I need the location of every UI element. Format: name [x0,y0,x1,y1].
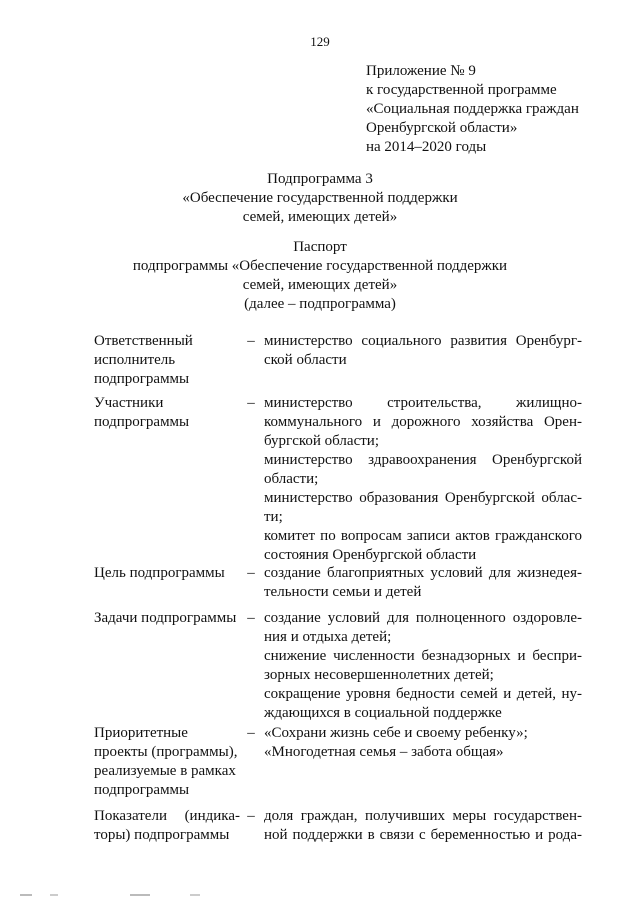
passport-title-line: (далее – подпрограмма) [244,296,396,312]
row-value [264,394,582,565]
row-value-line: комитет по вопросам записи актов гражданского [264,528,582,544]
appendix-line: Приложение № 9 [366,63,476,79]
subprogram-title-line: семей, имеющих детей» [242,209,398,225]
row-value-line: коммунального и дорожного хозяйства Орен- [264,414,582,430]
passport-title-line: Паспорт [293,239,347,255]
row-dash: – [247,725,255,741]
row-label-line: Цель подпрограммы [94,565,225,581]
row-value-line: создание условий для полноценного оздоровле- [264,610,582,626]
row-label [94,564,244,583]
row-dash: – [247,610,255,626]
row-value-line: снижение численности безнадзорных и беспри- [264,648,582,664]
row-dash: – [247,808,255,824]
row-value [264,564,582,602]
row-label-line: Показатели (индика- [94,808,240,824]
row-label-line: Участники [94,395,164,411]
row-value [264,332,582,370]
row-value-line: доля граждан, получивших меры государствен- [264,808,582,824]
appendix-note [366,62,579,157]
row-label-line: подпрограммы [94,371,190,387]
appendix-line: Оренбургской области» [366,120,518,136]
row-value-line: состояния Оренбургской области [264,547,477,563]
row-value-line: ти; [264,509,283,525]
row-value [264,807,582,845]
row-dash: – [247,333,255,349]
row-value-line: министерство здравоохранения Оренбургской [264,452,582,468]
passport-title-line: семей, имеющих детей» [242,277,398,293]
row-dash: – [247,395,255,411]
scan-artifact-marks [20,893,220,897]
row-value-line: ской области [264,352,347,368]
subprogram-title-line: «Обеспечение государственной поддержки [182,190,458,206]
appendix-line: к государственной программе [366,82,557,98]
row-label-line: подпрограммы [94,782,190,798]
row-value-line: ной поддержки в связи с беременностью и рода- [264,827,582,843]
row-label-line: исполнитель [94,352,176,368]
row-label-line: реализуемые в рамках [94,763,236,779]
row-label [94,609,244,628]
row-label [94,807,244,845]
subprogram-title-line: Подпрограмма 3 [267,171,373,187]
row-value-line: «Многодетная семья – забота общая» [264,744,504,760]
row-value-line: ния и отдыха детей; [264,629,392,645]
row-value [264,724,582,762]
subprogram-title [0,170,640,227]
row-value-line: министерство образования Оренбургской облас- [264,490,582,506]
row-value-line: сокращение уровня бедности семей и детей, ну- [264,686,582,702]
row-label-line: Ответственный [94,333,193,349]
row-value-line: тельности семьи и детей [264,584,422,600]
row-value-line: министерство социального развития Оренбург- [264,333,582,349]
row-label-line: Приоритетные [94,725,188,741]
row-label-line: торы) подпрограммы [94,827,230,843]
row-value-line: зорных несовершеннолетних детей; [264,667,494,683]
row-value-line: «Сохрани жизнь себе и своему ребенку»; [264,725,528,741]
row-label-line: подпрограммы [94,414,190,430]
row-value [264,609,582,723]
appendix-line: «Социальная поддержка граждан [366,101,579,117]
row-label [94,394,244,432]
passport-title-line: подпрограммы «Обеспечение государственной поддержки [132,258,508,274]
row-label-line: проекты (программы), [94,744,238,760]
row-value-line: создание благоприятных условий для жизнедея- [264,565,582,581]
passport-title [0,238,640,314]
row-label-line: Задачи подпрограммы [94,610,237,626]
page-number: 129 [310,34,330,49]
row-value-line: ждающихся в социальной поддержке [264,705,502,721]
row-value-line: бургской области; [264,433,379,449]
row-label [94,332,244,389]
row-value-line: области; [264,471,319,487]
row-label [94,724,244,800]
row-dash: – [247,565,255,581]
appendix-line: на 2014–2020 годы [366,139,487,155]
row-value-line: министерство строительства, жилищно- [264,395,582,411]
